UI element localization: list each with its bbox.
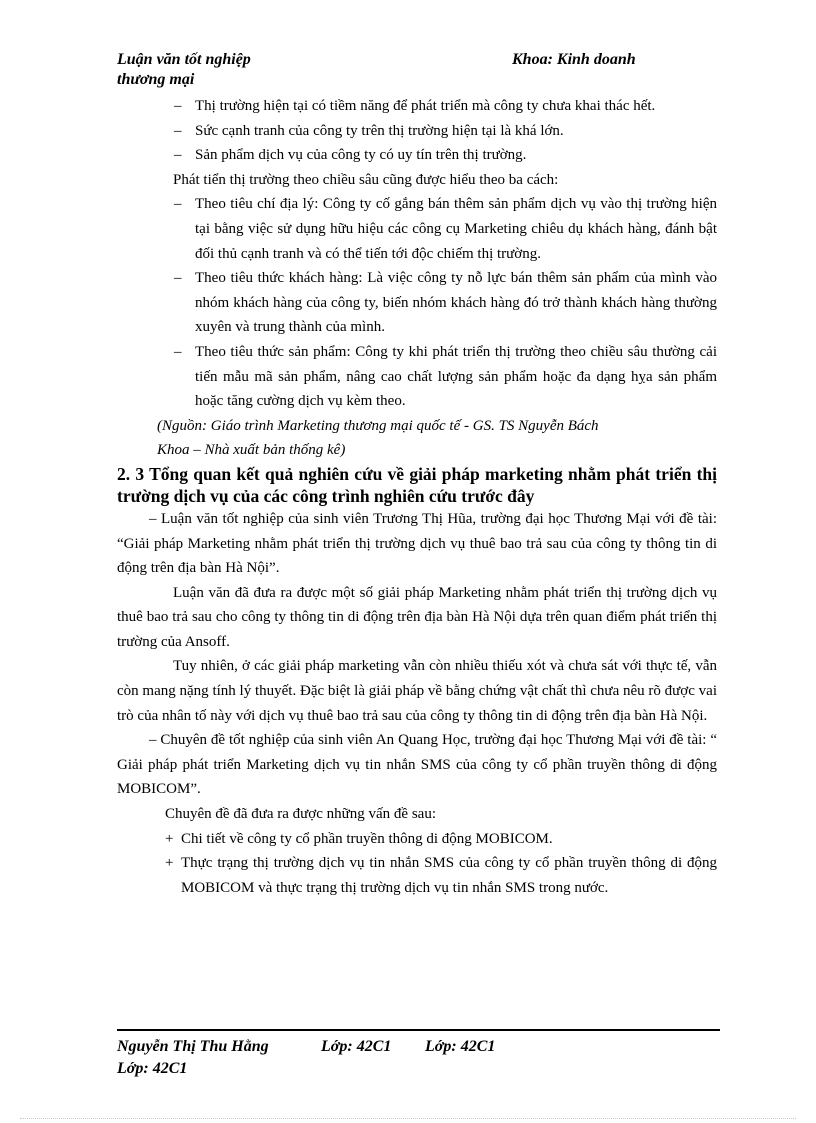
list-item xyxy=(117,851,717,900)
source-citation-line1: (Nguồn: Giáo trình Marketing thương mại quốc tế - GS. TS Nguyễn Bách xyxy=(157,417,599,434)
dash-marker: – xyxy=(149,732,157,749)
section-heading: 2. 3 Tổng quan kết quả nghiên cứu về giải pháp marketing nhằm phát triển thị trường dịch vụ của các công trình nghiên cứu trước đây xyxy=(117,463,717,506)
source-citation-line2: Khoa – Nhà xuất bản thống kê) xyxy=(157,442,346,459)
dash-marker: – xyxy=(174,343,182,360)
footer-class: Lớp: 42C1 xyxy=(117,1060,188,1077)
paragraph-intro-depth: Phát tiển thị trường theo chiều sâu cũng được hiểu theo ba cách: xyxy=(173,171,559,188)
list-item-text: Sản phẩm dịch vụ của công ty có uy tín trên thị trường. xyxy=(195,147,527,164)
paragraph: Tuy nhiên, ở các giải pháp marketing vẫn còn nhiều thiếu xót và chưa sát với thực tế, vẫn còn mang nặng tính lý thuyết. Đặc biệt là giải pháp về bằng chứng vật chất thì chưa nêu rõ được vai trò của nhân tố này với dịch vụ thuê bao trả sau của công ty thông tin di động trên địa bàn Hà Nội. xyxy=(117,658,717,724)
dash-marker: – xyxy=(174,98,182,114)
footer-divider xyxy=(117,1029,720,1031)
list-item-text: Thực trạng thị trường dịch vụ tin nhắn SMS của công ty cổ phần truyền thông di động MOBICOM và thực trạng thị trường dịch vụ tin nhắn SMS trong nước. xyxy=(181,855,717,896)
dash-marker: – xyxy=(174,196,182,213)
list-item xyxy=(117,340,717,414)
list-item-text: Chi tiết về công ty cổ phần truyền thông di động MOBICOM. xyxy=(181,830,553,847)
list-item-text: Thị trường hiện tại có tiềm năng để phát triển mà công ty chưa khai thác hết. xyxy=(195,98,656,114)
list-item-text: Theo tiêu chí địa lý: Công ty cố gắng bán thêm sản phẩm dịch vụ vào thị trường hiện tại bằng việc sử dụng hữu hiệu các công cụ Marketing chiêu dụ khách hàng, đánh bật đối thủ cạnh tranh và có thể tiến tới độc chiếm thị trường. xyxy=(195,196,717,262)
header-left xyxy=(117,50,317,90)
footer-class: Lớp: 42C1 xyxy=(321,1038,392,1055)
footer-class: Lớp: 42C1 xyxy=(425,1038,496,1055)
header-thesis-title: Luận văn tốt nghiệp xyxy=(117,51,251,68)
footer xyxy=(117,1036,495,1080)
list-item-text: Theo tiêu thức sản phẩm: Công ty khi phát triển thị trường theo chiều sâu thường cải tiến mẫu mã sản phẩm, nâng cao chất lượng sản phẩm hoặc đa dạng hỵa sản phẩm hoặc tăng cường dịch vụ kèm theo. xyxy=(195,343,717,410)
document-body xyxy=(117,94,717,900)
paragraph: Chuyên đề đã đưa ra được những vấn đề sau: xyxy=(165,806,436,823)
dash-marker: – xyxy=(149,510,157,527)
list-item xyxy=(117,266,717,340)
paragraph: Luận văn đã đưa ra được một số giải pháp Marketing nhằm phát triển thị trường dịch vụ thuê bao trả sau cho công ty thông tin di động trên địa bàn Hà Nội dựa trên quan điểm phát triển thị trường của Ansoff. xyxy=(117,584,717,650)
paragraph xyxy=(117,507,717,581)
paragraph xyxy=(117,728,717,802)
list-item xyxy=(117,119,717,144)
page-edge-divider xyxy=(20,1118,796,1119)
list-item xyxy=(117,143,717,168)
header-faculty: Khoa: Kinh doanh xyxy=(512,51,636,68)
list-item xyxy=(117,94,717,119)
plus-marker: + xyxy=(165,855,174,872)
paragraph-text: Chuyên đề tốt nghiệp của sinh viên An Quang Học, trường đại học Thương Mại với đề tài: “ Giải pháp phát triển Marketing dịch vụ tin nhắn SMS của công ty cổ phần truyền thông di động MOBICOM”. xyxy=(117,732,718,798)
paragraph-text: Luận văn tốt nghiệp của sinh viên Trương Thị Hũa, trường đại học Thương Mại với đề tài: “Giải pháp Marketing nhằm phát triển thị trường dịch vụ thuê bao trả sau của công ty thông tin di động trên địa bàn Hà Nội”. xyxy=(117,510,717,577)
dash-marker: – xyxy=(174,270,182,287)
list-item xyxy=(117,192,717,266)
dash-marker: – xyxy=(174,147,182,164)
list-item-text: Theo tiêu thức khách hàng: Là việc công ty nỗ lực bán thêm sản phẩm của mình vào nhóm khách hàng của công ty, biến nhóm khách hàng đó trở thành khách hàng thường xuyên và trung thành của mình. xyxy=(195,270,717,336)
list-item-text: Sức cạnh tranh của công ty trên thị trường hiện tại là khá lớn. xyxy=(195,122,564,139)
list-item xyxy=(117,827,717,852)
plus-marker: + xyxy=(165,830,174,847)
header-thesis-subtitle: thương mại xyxy=(117,71,195,88)
dash-marker: – xyxy=(174,122,182,139)
footer-author: Nguyễn Thị Thu Hằng xyxy=(117,1038,269,1055)
